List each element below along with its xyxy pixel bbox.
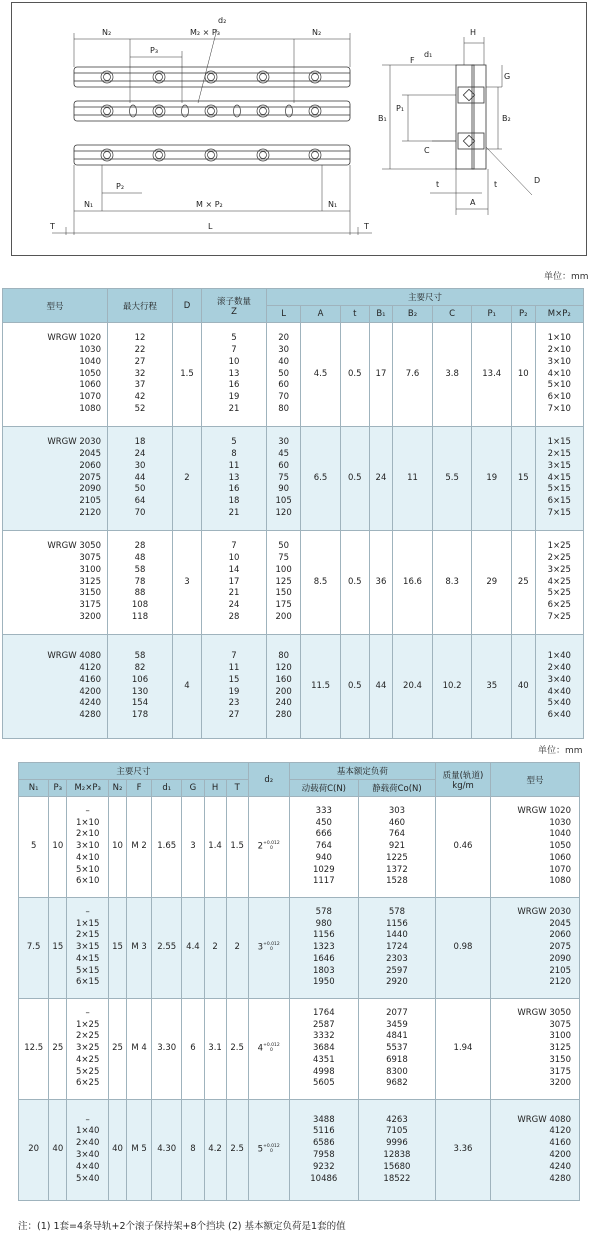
t2-subheader: d₁ [152, 780, 182, 797]
d2-value: 5 [257, 1144, 264, 1155]
cell-c: 10.2 [432, 635, 472, 739]
cell-d1: 1.65 [152, 797, 182, 898]
cell-c: 5.5 [432, 427, 472, 531]
cell-b1: 17 [369, 323, 393, 427]
t2-subheader-dynamic: 动载荷C(N) [289, 780, 358, 797]
label-t-right: T [364, 222, 369, 231]
cell-model: WRGW 2030 2045 2060 2075 2090 2105 2120 [491, 898, 580, 999]
cell-f: M 3 [127, 898, 152, 999]
cell-c: 578 980 1156 1323 1646 1803 1950 [289, 898, 358, 999]
cell-z: 7 10 14 17 21 24 28 [202, 531, 267, 635]
t1-subheader: P₂ [512, 306, 536, 323]
cell-d2 [248, 797, 289, 898]
d2-tolerance: +0.012 0 [263, 941, 280, 952]
cell-t: 0.5 [340, 427, 369, 531]
cell-co: 2077 3459 4841 5537 6918 8300 9682 [358, 999, 435, 1100]
t2-header-mass: 质量(轨道) kg/m [436, 763, 491, 797]
t2-subheader: G [182, 780, 204, 797]
cell-b2: 20.4 [393, 635, 433, 739]
cell-p3: 15 [49, 898, 67, 999]
cell-n2: 10 [109, 797, 127, 898]
cell-n1: 5 [19, 797, 49, 898]
label-n1-left: N₁ [84, 200, 94, 209]
t1-subheader: t [340, 306, 369, 323]
cell-mass: 3.36 [436, 1100, 491, 1201]
cell-z: 5 7 10 13 16 19 21 [202, 323, 267, 427]
cell-d: 4 [173, 635, 202, 739]
t1-header-model: 型号 [3, 289, 108, 323]
cell-d: 3 [173, 531, 202, 635]
t1-subheader: B₂ [393, 306, 433, 323]
cell-model: WRGW 1020 1030 1040 1050 1060 1070 1080 [3, 323, 108, 427]
t1-subheader: A [301, 306, 341, 323]
label-a: A [470, 198, 476, 207]
label-g: G [504, 72, 511, 81]
cell-n2: 40 [109, 1100, 127, 1201]
label-b1: B₁ [378, 114, 387, 123]
cell-b2: 11 [393, 427, 433, 531]
cell-a: 8.5 [301, 531, 341, 635]
label-t1: t [436, 180, 440, 189]
cell-stroke: 58 82 106 130 154 178 [108, 635, 173, 739]
cell-m2p3: – 1×15 2×15 3×15 4×15 5×15 6×15 [67, 898, 109, 999]
cell-model: WRGW 3050 3075 3100 3125 3150 3175 3200 [491, 999, 580, 1100]
table-row [3, 635, 584, 739]
d2-tolerance: +0.012 0 [263, 1042, 280, 1053]
d2-tolerance: +0.012 0 [263, 840, 280, 851]
cell-b2: 7.6 [393, 323, 433, 427]
label-f: F [410, 56, 415, 65]
cell-model: WRGW 4080 4120 4160 4200 4240 4280 [3, 635, 108, 739]
label-p3: P₃ [150, 46, 159, 55]
t2-header-d2: d₂ [248, 763, 289, 797]
cell-p1: 13.4 [472, 323, 512, 427]
cell-g: 4.4 [182, 898, 204, 999]
cell-z: 5 8 11 13 16 18 21 [202, 427, 267, 531]
cell-g: 6 [182, 999, 204, 1100]
table-row [3, 531, 584, 635]
cell-model: WRGW 1020 1030 1040 1050 1060 1070 1080 [491, 797, 580, 898]
cell-l: 50 75 100 125 150 175 200 [267, 531, 301, 635]
cell-stroke: 18 24 30 44 50 64 70 [108, 427, 173, 531]
cell-b1: 24 [369, 427, 393, 531]
cell-d1: 4.30 [152, 1100, 182, 1201]
t1-subheader: B₁ [369, 306, 393, 323]
cell-stroke: 12 22 27 32 37 42 52 [108, 323, 173, 427]
cell-t: 2.5 [226, 1100, 248, 1201]
cell-mass: 1.94 [436, 999, 491, 1100]
cell-p2: 10 [512, 323, 536, 427]
cell-p3: 40 [49, 1100, 67, 1201]
t2-header-model: 型号 [491, 763, 580, 797]
cell-model: WRGW 2030 2045 2060 2075 2090 2105 2120 [3, 427, 108, 531]
t2-subheader: N₂ [109, 780, 127, 797]
label-d1: d₁ [424, 50, 433, 59]
label-l: L [208, 222, 213, 231]
cell-l: 30 45 60 75 90 105 120 [267, 427, 301, 531]
t1-header-max-stroke: 最大行程 [108, 289, 173, 323]
label-t2: t [494, 180, 498, 189]
cell-mxp2: 1×15 2×15 3×15 4×15 5×15 6×15 7×15 [535, 427, 583, 531]
cell-a: 6.5 [301, 427, 341, 531]
cell-d1: 2.55 [152, 898, 182, 999]
cell-n1: 7.5 [19, 898, 49, 999]
t2-subheader: H [204, 780, 226, 797]
label-c: C [424, 146, 430, 155]
cell-c: 333 450 666 764 940 1029 1117 [289, 797, 358, 898]
label-d: D [534, 176, 541, 185]
t1-subheader: L [267, 306, 301, 323]
cell-a: 4.5 [301, 323, 341, 427]
cell-co: 303 460 764 921 1225 1372 1528 [358, 797, 435, 898]
cell-t: 2 [226, 898, 248, 999]
cell-f: M 4 [127, 999, 152, 1100]
t2-header-main-dims: 主要尺寸 [19, 763, 249, 780]
unit-label-2: 单位：mm [538, 746, 583, 756]
cell-f: M 2 [127, 797, 152, 898]
cell-mxp2: 1×10 2×10 3×10 4×10 5×10 6×10 7×10 [535, 323, 583, 427]
cell-mass: 0.98 [436, 898, 491, 999]
cell-p1: 29 [472, 531, 512, 635]
cell-c: 3488 5116 6586 7958 9232 10486 [289, 1100, 358, 1201]
cell-d2 [248, 999, 289, 1100]
cell-n1: 20 [19, 1100, 49, 1201]
t1-header-rollers: 滚子数量 Z [202, 289, 267, 323]
spec-table-1 [2, 288, 584, 739]
cell-p1: 35 [472, 635, 512, 739]
t1-subheader: M×P₂ [535, 306, 583, 323]
d2-value: 3 [257, 942, 264, 953]
label-n2-left: N₂ [102, 28, 112, 37]
cell-model: WRGW 4080 4120 4160 4200 4240 4280 [491, 1100, 580, 1201]
cell-mxp2: 1×25 2×25 3×25 4×25 5×25 6×25 7×25 [535, 531, 583, 635]
cell-z: 7 11 15 19 23 27 [202, 635, 267, 739]
table-row [19, 999, 580, 1100]
t2-subheader: T [226, 780, 248, 797]
label-mxp2: M × P₂ [196, 200, 223, 209]
cell-d: 2 [173, 427, 202, 531]
cell-d: 1.5 [173, 323, 202, 427]
drawing-svg [12, 3, 588, 257]
label-b2: B₂ [502, 114, 511, 123]
table-row [19, 797, 580, 898]
t2-subheader: F [127, 780, 152, 797]
cell-d2 [248, 898, 289, 999]
t2-subheader: N₁ [19, 780, 49, 797]
cell-a: 11.5 [301, 635, 341, 739]
cell-h: 3.1 [204, 999, 226, 1100]
cell-mass: 0.46 [436, 797, 491, 898]
t2-subheader: P₃ [49, 780, 67, 797]
cell-c: 1764 2587 3332 3684 4351 4998 5605 [289, 999, 358, 1100]
cell-p3: 25 [49, 999, 67, 1100]
label-m2p3: M₂ × P₃ [190, 28, 220, 37]
cell-d2 [248, 1100, 289, 1201]
cell-h: 1.4 [204, 797, 226, 898]
cell-n2: 25 [109, 999, 127, 1100]
cell-p3: 10 [49, 797, 67, 898]
label-h: H [470, 28, 477, 37]
t1-subheader: C [432, 306, 472, 323]
cell-p1: 19 [472, 427, 512, 531]
cell-l: 20 30 40 50 60 70 80 [267, 323, 301, 427]
t1-header-main-dims: 主要尺寸 [267, 289, 584, 306]
cell-stroke: 28 48 58 78 88 108 118 [108, 531, 173, 635]
d2-tolerance: +0.012 0 [263, 1143, 280, 1154]
cell-m2p3: – 1×10 2×10 3×10 4×10 5×10 6×10 [67, 797, 109, 898]
cell-c: 8.3 [432, 531, 472, 635]
spec-table-2 [18, 762, 580, 1201]
label-n1-right: N₁ [328, 200, 338, 209]
cell-p2: 15 [512, 427, 536, 531]
cell-mxp2: 1×40 2×40 3×40 4×40 5×40 6×40 [535, 635, 583, 739]
cell-t: 0.5 [340, 635, 369, 739]
cell-b1: 44 [369, 635, 393, 739]
table-row [3, 427, 584, 531]
cell-d1: 3.30 [152, 999, 182, 1100]
t2-subheader-static: 静载荷Co(N) [358, 780, 435, 797]
t1-header-d: D [173, 289, 202, 323]
cell-h: 4.2 [204, 1100, 226, 1201]
t2-subheader: M₂×P₃ [67, 780, 109, 797]
t2-header-load: 基本额定负荷 [289, 763, 435, 780]
label-p1: P₁ [396, 104, 405, 113]
cell-p2: 40 [512, 635, 536, 739]
cell-f: M 5 [127, 1100, 152, 1201]
cell-b1: 36 [369, 531, 393, 635]
cell-b2: 16.6 [393, 531, 433, 635]
cell-p2: 25 [512, 531, 536, 635]
cell-co: 4263 7105 9996 12838 15680 18522 [358, 1100, 435, 1201]
cell-g: 8 [182, 1100, 204, 1201]
cell-t: 0.5 [340, 531, 369, 635]
table-row [3, 323, 584, 427]
cell-m2p3: – 1×25 2×25 3×25 4×25 5×25 6×25 [67, 999, 109, 1100]
cell-model: WRGW 3050 3075 3100 3125 3150 3175 3200 [3, 531, 108, 635]
unit-label-1: 单位：mm [544, 272, 589, 282]
cell-t: 2.5 [226, 999, 248, 1100]
cell-l: 80 120 160 200 240 280 [267, 635, 301, 739]
technical-drawing [11, 2, 587, 256]
label-d2: d₂ [218, 16, 227, 25]
cell-t: 1.5 [226, 797, 248, 898]
d2-value: 4 [257, 1043, 264, 1054]
cell-n2: 15 [109, 898, 127, 999]
cell-m2p3: – 1×40 2×40 3×40 4×40 5×40 [67, 1100, 109, 1201]
d2-value: 2 [257, 841, 264, 852]
cell-n1: 12.5 [19, 999, 49, 1100]
table-row [19, 898, 580, 999]
label-t-left: T [50, 222, 55, 231]
cell-t: 0.5 [340, 323, 369, 427]
cell-h: 2 [204, 898, 226, 999]
t1-subheader: P₁ [472, 306, 512, 323]
label-n2-right: N₂ [312, 28, 322, 37]
footnote: 注：(1) 1套=4条导轨+2个滚子保持架+8个挡块 (2) 基本额定负荷是1套的值 [18, 1221, 346, 1232]
cell-co: 578 1156 1440 1724 2303 2597 2920 [358, 898, 435, 999]
label-p2: P₂ [116, 182, 125, 191]
table-row [19, 1100, 580, 1201]
cell-g: 3 [182, 797, 204, 898]
cell-c: 3.8 [432, 323, 472, 427]
